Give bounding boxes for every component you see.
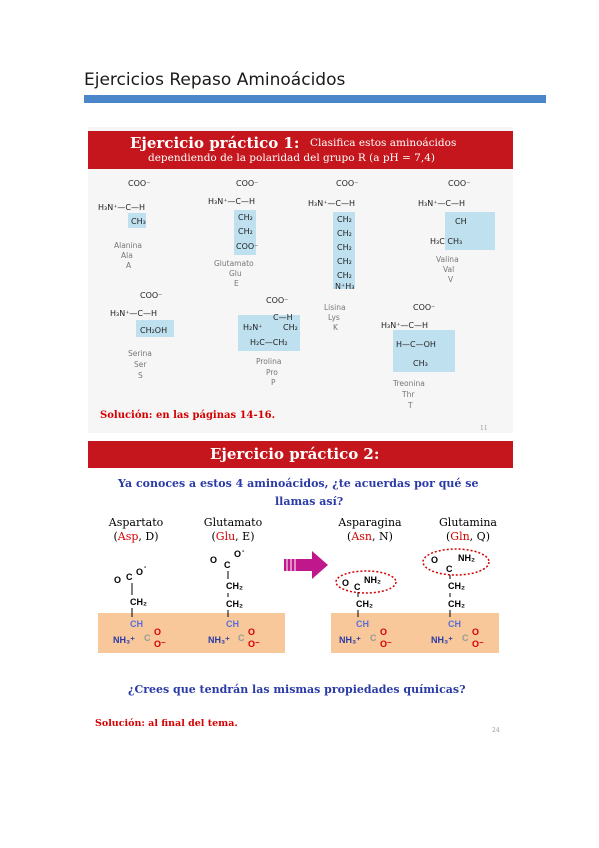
svg-text:O: O: [342, 578, 350, 588]
svg-text:C: C: [370, 633, 377, 643]
svg-text:CH₂: CH₂: [337, 257, 352, 266]
acid-amide-comparison-figure: [88, 545, 513, 675]
svg-text:CH₂: CH₂: [337, 271, 352, 280]
lisina-name: Lisina: [324, 303, 346, 312]
asparagina-code: (Asn, N): [347, 530, 393, 543]
alanina-name: Alanina: [114, 241, 142, 250]
exercise-1-page-number: 11: [480, 425, 488, 432]
asparagina-name: Asparagina: [338, 516, 402, 529]
svg-text:O: O: [248, 627, 256, 637]
treonina-three-letter: Thr: [402, 390, 415, 399]
svg-text:NH₃⁺: NH₃⁺: [431, 635, 453, 645]
exercise-1-question-line-2: dependiendo de la polaridad del grupo R (a pH = 7,4): [148, 152, 435, 164]
aspartato-code: (Asp, D): [113, 530, 159, 543]
svg-text:O⁻: O⁻: [154, 639, 166, 649]
svg-text:CH: CH: [448, 619, 461, 629]
prolina-one-letter: P: [271, 378, 276, 387]
svg-text:CH: CH: [455, 217, 467, 226]
svg-text:COO⁻: COO⁻: [140, 291, 163, 300]
svg-text:N⁺H₃: N⁺H₃: [335, 282, 355, 291]
svg-text:CH₂OH: CH₂OH: [140, 326, 168, 335]
prolina-name: Prolina: [256, 357, 282, 366]
svg-text:H₃C CH₃: H₃C CH₃: [430, 237, 463, 246]
aspartato-name: Aspartato: [108, 516, 164, 529]
treonina-name: Treonina: [393, 379, 425, 388]
svg-text:CH₂: CH₂: [238, 227, 253, 236]
exercise-1-question-line-1: Clasifica estos aminoácidos: [310, 137, 457, 149]
svg-text:H₂N⁺: H₂N⁺: [243, 323, 263, 332]
svg-text:C: C: [224, 560, 231, 570]
svg-text:O: O: [114, 575, 122, 585]
alanina-three-letter: Ala: [121, 251, 133, 260]
svg-text:CH₂: CH₂: [130, 597, 147, 607]
svg-text:C: C: [238, 633, 245, 643]
svg-text:C: C: [144, 633, 151, 643]
svg-text:CH₂: CH₂: [238, 213, 253, 222]
svg-text:C: C: [462, 633, 469, 643]
serina-name: Serina: [128, 349, 152, 358]
exercise-2-properties-question: ¿Crees que tendrán las mismas propiedades químicas?: [128, 683, 466, 696]
conversion-arrow-icon: [284, 551, 328, 579]
treonina-one-letter: T: [408, 401, 413, 410]
valina-name: Valina: [436, 255, 459, 264]
serina-three-letter: Ser: [134, 360, 147, 369]
svg-text:COO⁻: COO⁻: [236, 179, 259, 188]
glutamato-code: (Glu, E): [211, 530, 255, 543]
svg-text:COO⁻: COO⁻: [236, 242, 259, 251]
glutamato-three-letter: Glu: [229, 269, 242, 278]
alanina-structure: [98, 179, 150, 270]
glutamina-name: Glutamina: [439, 516, 497, 529]
glutamina-code: (Gln, Q): [445, 530, 490, 543]
svg-text:C—H: C—H: [273, 313, 293, 322]
svg-text:O⁻: O⁻: [472, 639, 484, 649]
exercise-2-solution: Solución: al final del tema.: [95, 718, 238, 729]
prolina-three-letter: Pro: [266, 368, 278, 377]
svg-text:-: -: [242, 548, 245, 555]
svg-text:COO⁻: COO⁻: [448, 179, 471, 188]
svg-text:CH₂: CH₂: [283, 323, 298, 332]
svg-text:O: O: [380, 627, 388, 637]
serina-one-letter: S: [138, 371, 143, 380]
exercise-2-question-line-1: Ya conoces a estos 4 aminoácidos, ¿te acuerdas por qué se: [118, 477, 479, 490]
page-title: Ejercicios Repaso Aminoácidos: [84, 70, 346, 90]
exercise-2-page-number: 24: [492, 727, 500, 734]
svg-text:CH₂: CH₂: [226, 581, 243, 591]
svg-text:COO⁻: COO⁻: [266, 296, 289, 305]
svg-text:H—C—OH: H—C—OH: [396, 340, 436, 349]
svg-text:CH: CH: [356, 619, 369, 629]
svg-text:H₃N⁺—C—H: H₃N⁺—C—H: [308, 199, 356, 208]
svg-text:C: C: [446, 564, 453, 574]
svg-text:CH₃: CH₃: [131, 217, 146, 226]
valina-one-letter: V: [448, 275, 454, 284]
exercise-2-heading: Ejercicio práctico 2:: [210, 445, 380, 463]
svg-text:O⁻: O⁻: [380, 639, 392, 649]
svg-text:CH₂: CH₂: [337, 215, 352, 224]
amino-acid-structures: [88, 170, 513, 415]
glutamato-name: Glutamato: [214, 259, 254, 268]
valina-three-letter: Val: [443, 265, 455, 274]
title-underline-bar: [84, 95, 546, 103]
glutamato-one-letter: E: [234, 279, 239, 288]
svg-text:COO⁻: COO⁻: [128, 179, 151, 188]
svg-text:CH₂: CH₂: [448, 599, 465, 609]
svg-text:NH₃⁺: NH₃⁺: [113, 635, 135, 645]
svg-text:NH₃⁺: NH₃⁺: [339, 635, 361, 645]
exercise-1-heading: Ejercicio práctico 1:: [130, 134, 300, 152]
svg-text:H₃N⁺—C—H: H₃N⁺—C—H: [98, 203, 146, 212]
lisina-three-letter: Lys: [328, 313, 340, 322]
svg-text:C: C: [354, 582, 361, 592]
svg-text:C: C: [126, 572, 133, 582]
svg-text:CH₂: CH₂: [226, 599, 243, 609]
svg-text:H₂C—CH₂: H₂C—CH₂: [250, 338, 288, 347]
lisina-one-letter: K: [333, 323, 338, 332]
exercise-1-solution: Solución: en las páginas 14-16.: [100, 410, 276, 421]
svg-text:COO⁻: COO⁻: [336, 179, 359, 188]
svg-text:CH₂: CH₂: [448, 581, 465, 591]
svg-text:CH: CH: [130, 619, 143, 629]
svg-text:-: -: [144, 564, 147, 571]
svg-text:O⁻: O⁻: [248, 639, 260, 649]
svg-text:H₃N⁺—C—H: H₃N⁺—C—H: [418, 199, 466, 208]
svg-text:NH₂: NH₂: [364, 575, 381, 585]
svg-text:H₃N⁺—C—H: H₃N⁺—C—H: [381, 321, 429, 330]
svg-text:CH₂: CH₂: [337, 243, 352, 252]
svg-text:O: O: [472, 627, 480, 637]
svg-text:COO⁻: COO⁻: [413, 303, 436, 312]
svg-text:CH: CH: [226, 619, 239, 629]
svg-text:CH₃: CH₃: [413, 359, 428, 368]
svg-text:H₃N⁺—C—H: H₃N⁺—C—H: [110, 309, 158, 318]
svg-text:O: O: [210, 555, 218, 565]
exercise-2-question-line-2: llamas así?: [275, 495, 344, 508]
svg-text:O: O: [234, 549, 242, 559]
svg-text:NH₂: NH₂: [458, 553, 475, 563]
svg-text:O: O: [154, 627, 162, 637]
svg-text:CH₂: CH₂: [337, 229, 352, 238]
svg-text:O: O: [136, 567, 144, 577]
svg-text:O: O: [431, 555, 439, 565]
svg-text:CH₂: CH₂: [356, 599, 373, 609]
glutamato-header-name: Glutamato: [203, 516, 263, 529]
svg-text:H₃N⁺—C—H: H₃N⁺—C—H: [208, 197, 256, 206]
glutamato-structure: [208, 179, 258, 288]
alanina-one-letter: A: [126, 261, 132, 270]
svg-text:NH₃⁺: NH₃⁺: [208, 635, 230, 645]
